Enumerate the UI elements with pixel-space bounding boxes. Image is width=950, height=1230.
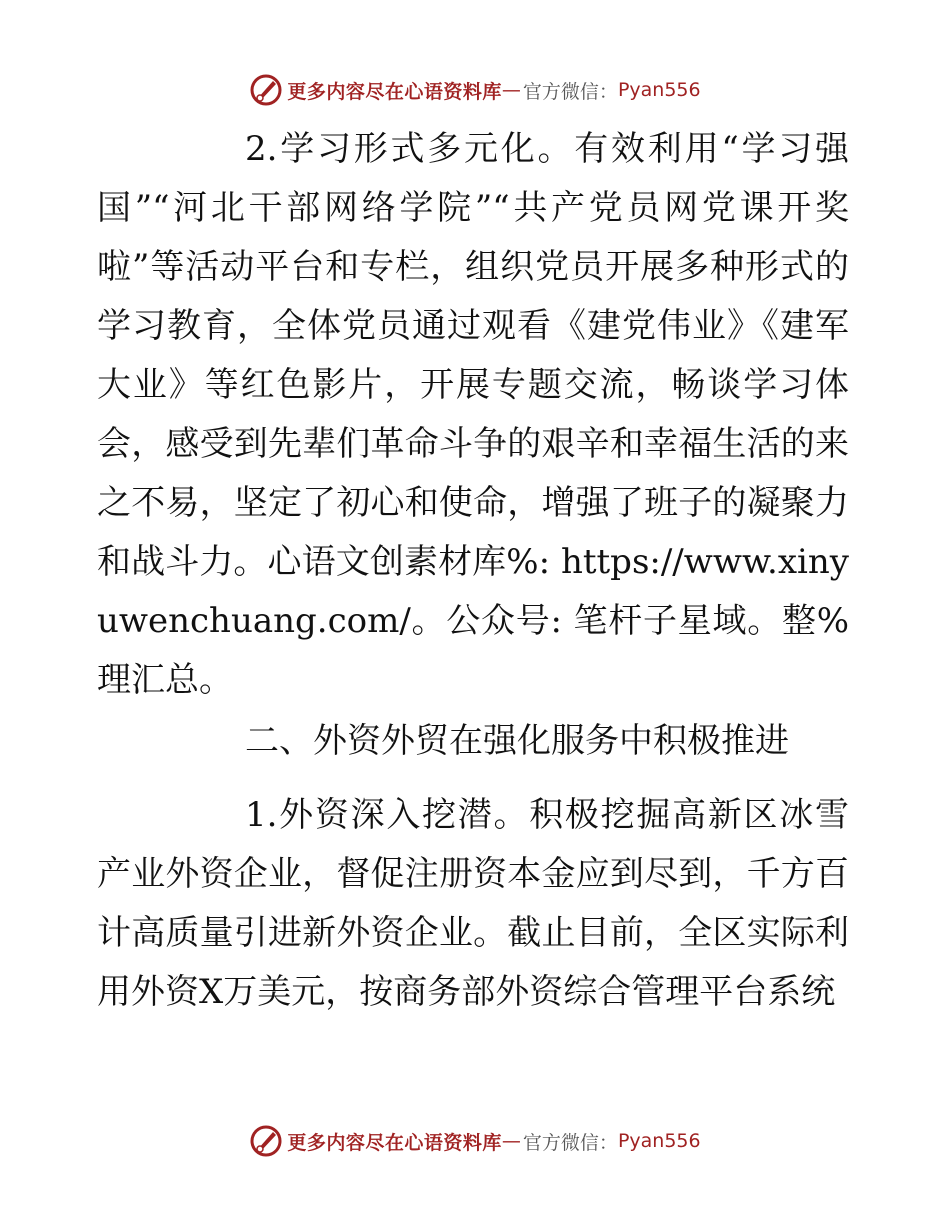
banner-text: 更多内容尽在心语资料库 <box>287 1131 502 1154</box>
paragraph-learning-forms: 2.学习形式多元化。有效利用“学习强国”“河北干部网络学院”“共产党员网党课开奖啦”等活动平台和专栏，组织党员开展多种形式的学习教育，全体党员通过观看《建党伟业》《建军大业》等红色影片，开展专题交流，畅谈学习体会，感受到先辈们革命斗争的艰辛和幸福生活的来之不易，坚定了初心和使命，增强了班子的凝聚力和战斗力。心语文创素材库%: https://www.xinyuwenchuang.com/。公众号: 笔杆子星域。整%理汇总。 <box>97 129 849 700</box>
banner-handle: Pyan556 <box>617 79 701 101</box>
pen-nib-seal-icon <box>249 1124 283 1158</box>
footer-banner <box>0 1121 950 1161</box>
header-banner <box>0 70 950 110</box>
banner-text: 更多内容尽在心语资料库 <box>287 80 502 103</box>
banner-official-label: 官方微信： <box>522 80 618 103</box>
pen-nib-seal-icon <box>249 73 283 107</box>
banner-handle: Pyan556 <box>617 1130 701 1152</box>
banner-official-label: 官方微信： <box>522 1131 618 1154</box>
banner-separator: — <box>501 79 521 101</box>
document-body <box>97 120 849 1022</box>
paragraph-foreign-investment: 1.外资深入挖潜。积极挖掘高新区冰雪产业外资企业，督促注册资本金应到尽到，千方百计高质量引进新外资企业。截止目前，全区实际利用外资X万美元，按商务部外资综合管理平台系统 <box>97 795 849 1012</box>
banner-separator: — <box>501 1130 521 1152</box>
section-heading: 二、外资外贸在强化服务中积极推进 <box>245 720 789 761</box>
